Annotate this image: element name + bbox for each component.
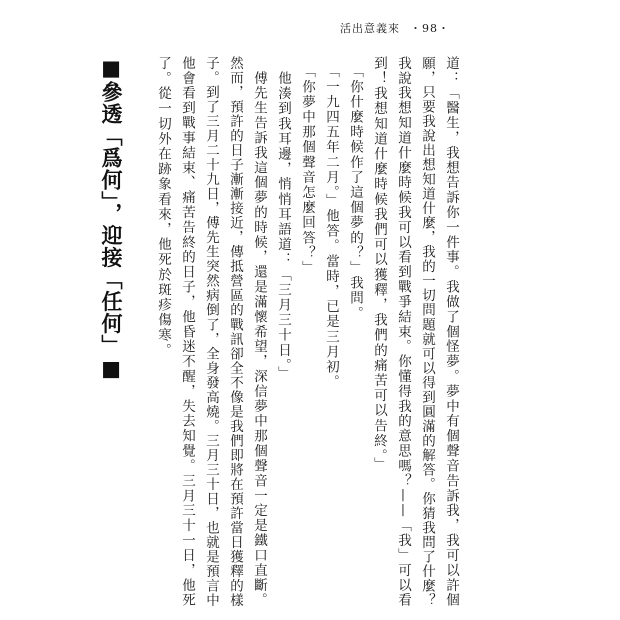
text-column-4: 到！我想知道什麼時候我們可以獲釋，我們的痛苦可以告終。」 (371, 56, 387, 473)
text-column-9: 傅先生告訴我這個夢的時候，還是滿懷希望，深信夢中那個聲音一定是鐵口直斷。 (251, 56, 267, 608)
page-number: ・98・ (410, 22, 450, 35)
running-header (340, 20, 480, 38)
section-heading: ■參透「爲何」，迎接「任何」■ (99, 56, 123, 382)
text-column-13: 了。從一切外在跡象看來，他死於斑疹傷寒。 (155, 56, 171, 358)
text-column-6: 「一九四五年二月。」他答。當時，已是三月初。 (323, 56, 339, 390)
text-column-10: 然而，預許的日子漸漸接近，傳抵營區的戰訊卻全不像是我們即將在預許當日獲釋的樣 (227, 56, 243, 608)
text-column-7: 「你夢中那個聲音怎麼回答？」 (299, 56, 315, 276)
text-column-1: 道：「醫生，我想告訴你一件事。我做了個怪夢。夢中有個聲音告訴我，我可以許個 (443, 56, 459, 608)
text-column-11: 子。到了三月二十九日，傅先生突然病倒了，全身發高燒。三月三十日，也就是預言中 (203, 56, 219, 608)
text-column-12: 他會看到戰事結束、痛苦告終的日子，他昏迷不醒，失去知覺。三月三十一日，他死 (179, 56, 195, 608)
text-column-8: 他湊到我耳邊，悄悄耳語道：「三月三十日。」 (275, 56, 291, 382)
text-column-3: 我說我想知道什麼時候我可以看到戰爭結束。你懂得我的意思嗎？——「我」可以看 (395, 56, 411, 608)
text-column-5: 「你什麼時候作了這個夢的？」我問。 (347, 56, 363, 322)
running-title: 活出意義來 (340, 22, 400, 35)
text-column-2: 願，只要我說出想知道什麼，我的一切問題就可以得到圓滿的解答。你猜我問了什麼？ (419, 56, 435, 608)
